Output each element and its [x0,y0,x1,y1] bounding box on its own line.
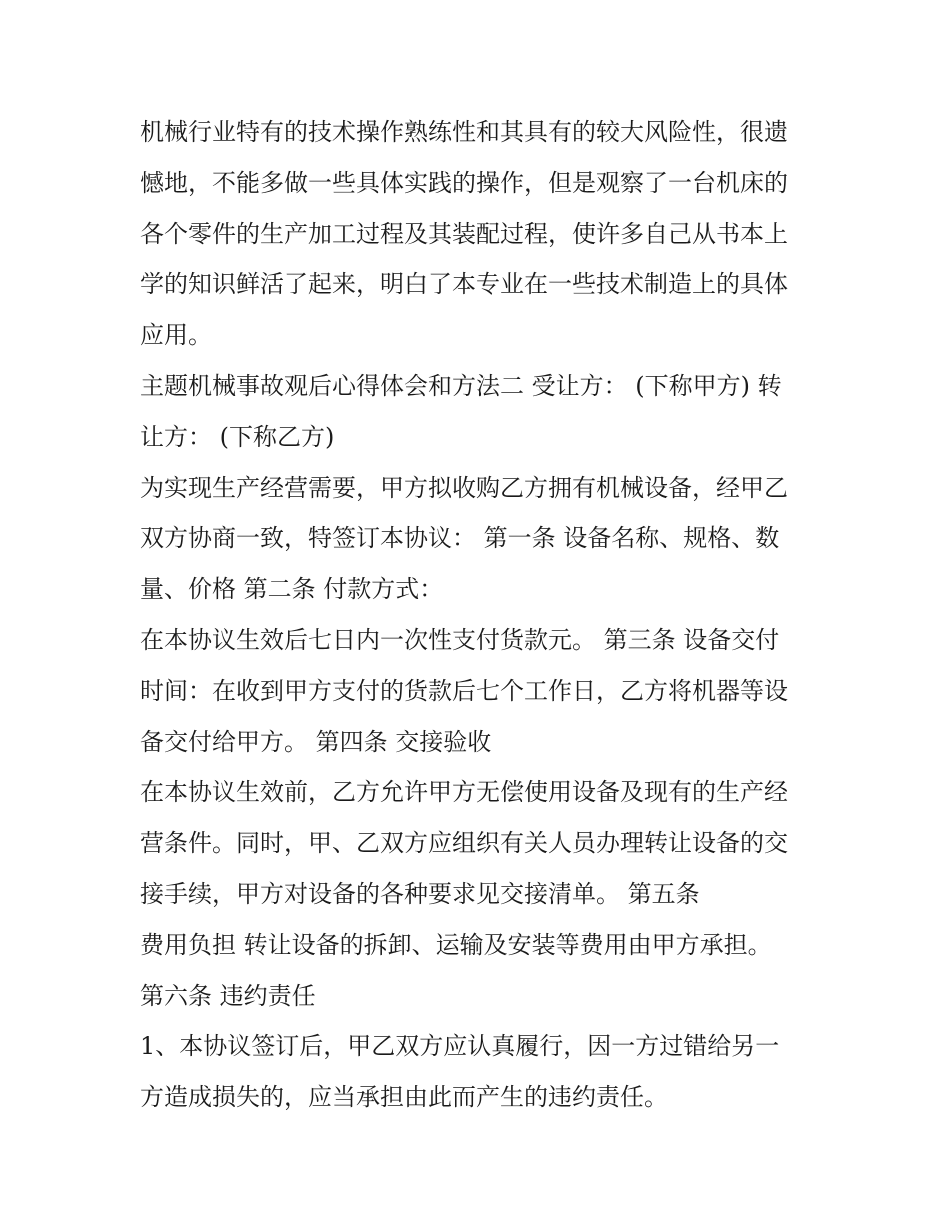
text-line: 1、本协议签订后，甲乙双方应认真履行，因一方过错给另一 [140,1032,780,1061]
text-line: 双方协商一致，特签订本协议： 第一条 设备名称、规格、数 [140,524,780,553]
text-line: 应用。 [140,321,212,350]
text-line: 为实现生产经营需要，甲方拟收购乙方拥有机械设备，经甲乙 [140,473,788,502]
text-line: 在本协议生效前，乙方允许甲方无偿使用设备及现有的生产经 [140,778,788,807]
text-line: 学的知识鲜活了起来，明白了本专业在一些技术制造上的具体 [140,270,788,299]
text-line: 让方： (下称乙方) [140,422,335,451]
text-line: 费用负担 转让设备的拆卸、运输及安装等费用由甲方承担。 [140,930,772,959]
text-line: 在本协议生效后七日内一次性支付货款元。 第三条 设备交付 [140,625,780,654]
text-line: 主题机械事故观后心得体会和方法二 受让方： (下称甲方) 转 [140,371,782,400]
text-line: 憾地，不能多做一些具体实践的操作，但是观察了一台机床的 [140,168,788,197]
text-line: 各个零件的生产加工过程及其装配过程，使许多自己从书本上 [140,219,788,248]
text-line: 营条件。同时，甲、乙双方应组织有关人员办理转让设备的交 [140,829,788,858]
document-body [140,107,820,1123]
text-line: 第六条 违约责任 [140,981,316,1010]
text-line: 时间：在收到甲方支付的货款后七个工作日，乙方将机器等设 [140,676,788,705]
text-line: 接手续，甲方对设备的各种要求见交接清单。 第五条 [140,879,700,908]
text-line: 量、价格 第二条 付款方式： [140,575,444,604]
text-line: 机械行业特有的技术操作熟练性和其具有的较大风险性，很遗 [140,118,788,146]
text-line: 方造成损失的，应当承担由此而产生的违约责任。 [140,1083,668,1112]
text-line: 备交付给甲方。 第四条 交接验收 [140,727,492,756]
